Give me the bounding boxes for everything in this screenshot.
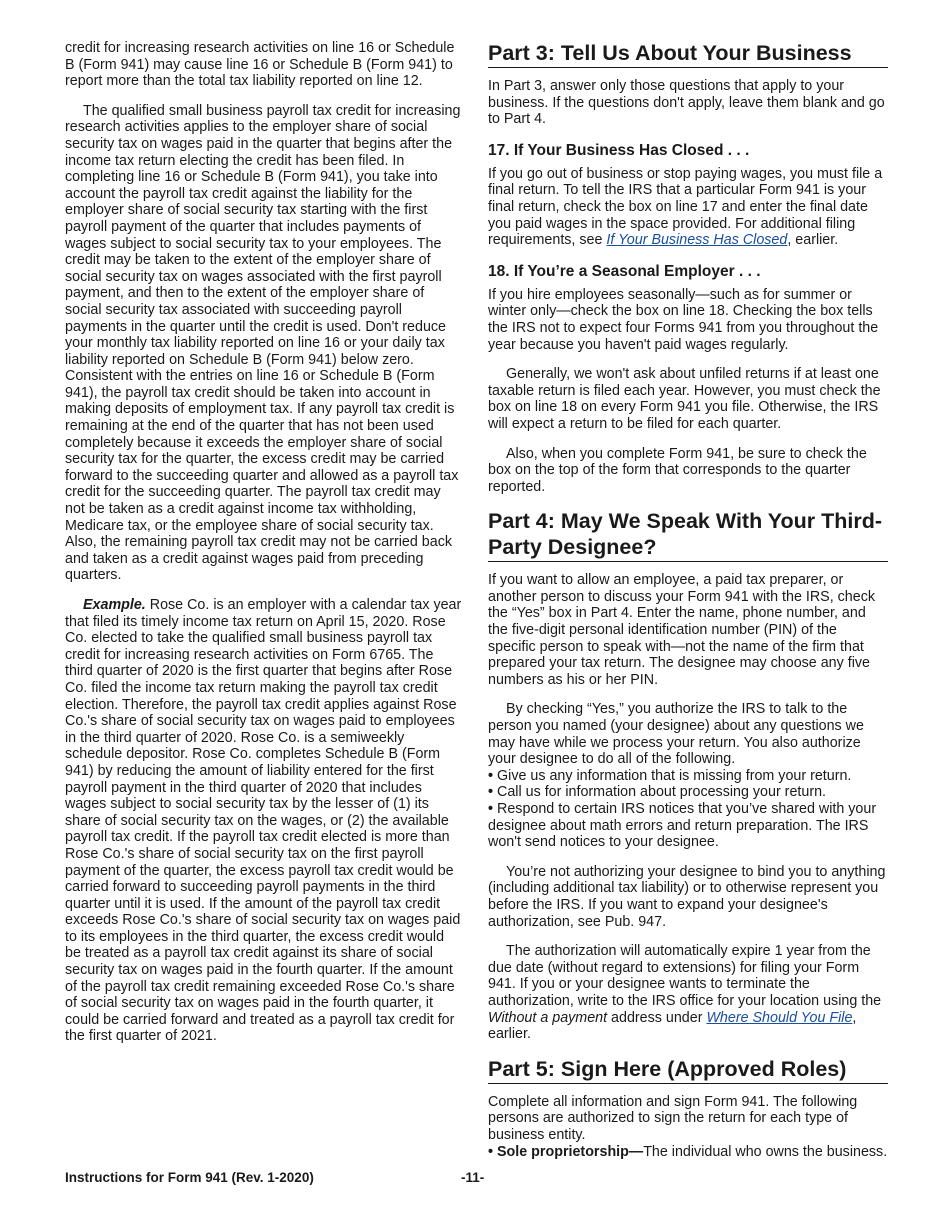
bullet-label: Sole proprietorship—	[497, 1143, 644, 1160]
list-item	[488, 768, 888, 785]
bullet-text: Call us for information about processing your return.	[497, 784, 827, 801]
line18-heading: 18. If You’re a Seasonal Employer . . .	[488, 262, 761, 280]
paragraph: Also, when you complete Form 941, be sure to check the box on the top of the form that corresponds to the quarter reported.	[488, 445, 867, 495]
text: , earlier.	[488, 1009, 857, 1043]
text: address under	[607, 1009, 707, 1026]
paragraph: If you hire employees seasonally—such as for summer or winter only—check the box on line 18. Checking the box tells the IRS not to expect four Forms 941 from you throughout the year because you haven't paid wages regularly.	[488, 286, 879, 353]
designee-bullet-list	[488, 768, 888, 851]
paragraph: By checking “Yes,” you authorize the IRS to talk to the person you named (your designee) about any questions we may have while we process your return. You also authorize your designee to do all of the following.	[488, 701, 864, 768]
paragraph: The qualified small business payroll tax credit for increasing research activities applies to the employer share of social security tax on wages paid in the quarter that begins after the income tax return electing the credit has been filed. In completing line 16 or Schedule B (Form 941), you take into account the payroll tax credit against the liability for the employer share of social security tax starting with the first payroll payment of the quarter that includes payments of wages subject to social security tax to your employees. The credit may be taken to the extent of the employer share of social security tax on wages associated with the first payroll payment, and then to the extent of the employer share of social security tax associated with succeeding payroll payments in the quarter until the credit is used. Don't reduce your monthly tax liability reported on line 16 or your daily tax liability reported on Schedule B (Form 941) below zero. Consistent with the entries on line 16 or Schedule B (Form 941), the payroll tax credit should be taken into account in making deposits of employment tax. If any payroll tax credit is remaining at the end of the quarter that has not been used completely because it exceeds the employer share of social security tax for the quarter, the excess credit may be carried forward to the succeeding quarter and allowed as a payroll tax credit for the succeeding quarter. The payroll tax credit may not be taken as a credit against income tax withholding, Medicare tax, or the employee share of social security tax. Also, the remaining payroll tax credit may not be carried back and taken as a credit against wages paid from preceding quarters.	[65, 102, 461, 584]
text: If you go out of business or stop paying wages, you must file a final return. To tell the IRS that a particular Form 941 is your final return, check the box on line 17 and enter the final date you paid wages in the space provided. For additional filing requirements, see	[488, 165, 883, 249]
bullet-icon: •	[488, 767, 494, 784]
part4-heading: Part 4: May We Speak With Your Third-Party Designee?	[488, 508, 888, 562]
example-label: Example.	[83, 597, 146, 613]
footer-form-title: Instructions for Form 941 (Rev. 1-2020)	[65, 1170, 314, 1185]
where-should-you-file-link[interactable]: Where Should You File	[706, 1009, 853, 1026]
paragraph: In Part 3, answer only those questions that apply to your business. If the questions don't apply, leave them blank and go to Part 4.	[488, 78, 885, 128]
business-closed-link[interactable]: If Your Business Has Closed	[606, 232, 788, 249]
list-item	[488, 784, 888, 801]
paragraph: Complete all information and sign Form 941. The following persons are authorized to sign the return for each type of business entity.	[488, 1093, 858, 1143]
paragraph: credit for increasing research activities on line 16 or Schedule B (Form 941) may cause line 16 or Schedule B (Form 941) to report more than the total tax liability reported on line 12.	[65, 40, 455, 90]
left-column	[65, 40, 462, 1058]
line17-heading: 17. If Your Business Has Closed . . .	[488, 141, 750, 159]
bullet-text: Give us any information that is missing from your return.	[497, 767, 852, 784]
list-item	[488, 801, 888, 851]
paragraph	[488, 166, 888, 249]
sole-proprietorship-item	[488, 1144, 888, 1161]
example-text: Rose Co. is an employer with a calendar tax year that filed its timely income tax return on April 15, 2020. Rose Co. elected to take the qualified small business payroll tax credit for increasing research activities on Form 6765. The third quarter of 2020 is the first quarter that begins after Rose Co. filed the income tax return making the payroll tax credit election. Therefore, the payroll tax credit applies against Rose Co.'s share of social security tax on wages paid to employees in the third quarter of 2020. Rose Co. is a semiweekly schedule depositor. Rose Co. completes Schedule B (Form 941) by reducing the amount of liability entered for the first payroll payment in the third quarter of 2020 that includes wages subject to social security tax by the lesser of (1) its share of social security tax on the wages, or (2) the available payroll tax credit. If the payroll tax credit elected is more than Rose Co.'s share of social security tax on the first payroll payment of the quarter, the excess payroll tax credit would be carried forward to succeeding payroll payments in the third quarter until it is used. If the amount of the payroll tax credit exceeds Rose Co.'s share of social security tax on wages paid to its employees in the third quarter, the excess credit would be treated as a payroll tax credit against its share of social security tax on wages paid in the fourth quarter. If the amount of the payroll tax credit remaining exceeded Rose Co.'s share of social security tax on wages paid in the fourth quarter, it could be carried forward and treated as a payroll tax credit for the first quarter of 2021.	[65, 597, 462, 1045]
bullet-icon: •	[488, 1143, 494, 1160]
bullet-icon: •	[488, 801, 494, 817]
bullet-text: The individual who owns the business.	[643, 1143, 888, 1160]
text: , earlier.	[787, 232, 839, 249]
footer-page-number: -11-	[461, 1170, 485, 1185]
text: The authorization will automatically expire 1 year from the due date (without regard to extensions) for filing your Form 941. If you or your designee wants to terminate the authorization, write to the IRS office for your location using the	[488, 943, 882, 1009]
right-column	[488, 40, 888, 1173]
paragraph: You’re not authorizing your designee to bind you to anything (including additional tax liability) or to otherwise represent you before the IRS. If you want to expand your designee's authorization, see Pub. 947.	[488, 863, 886, 930]
part5-heading: Part 5: Sign Here (Approved Roles)	[488, 1056, 888, 1084]
italic-text: Without a payment	[488, 1009, 608, 1026]
bullet-icon: •	[488, 784, 494, 801]
bullet-text: Respond to certain IRS notices that you’ve shared with your designee about math errors and return preparation. The IRS won't send notices to your designee.	[488, 801, 877, 851]
paragraph: If you want to allow an employee, a paid tax preparer, or another person to discuss your Form 941 with the IRS, check the “Yes” box in Part 4. Enter the name, phone number, and the five-digit personal identification number (PIN) of the specific person to speak with—not the name of the firm that prepared your tax return. The designee may choose any five numbers as his or her PIN.	[488, 572, 875, 688]
paragraph	[488, 943, 888, 1043]
paragraph: Generally, we won't ask about unfiled returns if at least one taxable return is filed each year. However, you must check the box on line 18 on every Form 941 you file. Otherwise, the IRS will expect a return to be filed for each quarter.	[488, 366, 881, 432]
example-paragraph	[65, 597, 462, 1045]
part3-heading: Part 3: Tell Us About Your Business	[488, 40, 888, 68]
